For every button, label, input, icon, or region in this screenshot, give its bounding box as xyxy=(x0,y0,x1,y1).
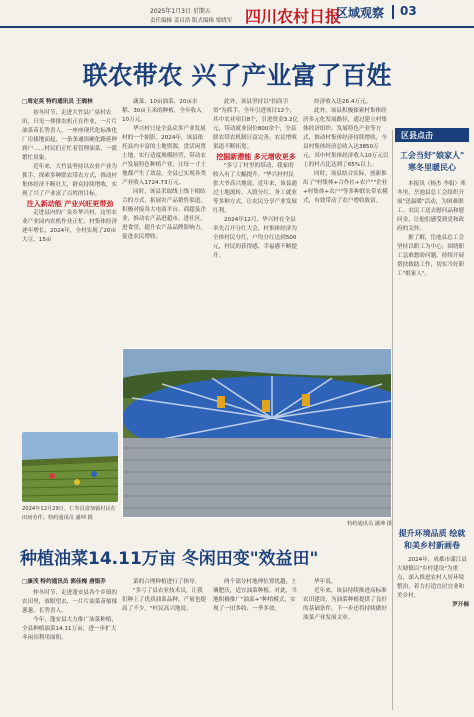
paragraph: 华兴村只是全县众多产业发展村的一个缩影。2024年，该县依托县内丰富的土地资源，盘活闲置土地，实行适度规模经营，带动农户发展特色种植产业，让每一寸土地都产生了效益，全县已实现各类产业收入1724.73万元。 xyxy=(122,126,206,186)
paragraph: 本报讯（杨杰 李娟）寒冬里，岳池县总工会组织开展"送温暖"活动，为困难职工、农民工送去慰问品和慰问金，让他们感受到党和政府的关怀。 xyxy=(397,181,466,232)
paragraph: 2024年，成都市蒲江县大塘镇以"乡村建设"为重点，深入推进农村人居环境整治，着力打造宜居宜业和美乡村。 xyxy=(397,557,467,599)
section-name: 区域观察 xyxy=(336,6,385,20)
sidebar-story2-title: 提升环境品质 绘就和美乡村新画卷 xyxy=(398,529,466,550)
paragraph: 初冬时节，走进大竹县广泉村农田，只见一排排农机正在作业，一片片油菜苗长势喜人，一座座现代化标准化厂房拔地而起，一条条通组硬化路延伸到户……村民们正忙着管理油菜，一派繁忙景象。 xyxy=(22,110,118,161)
sidebar-tag xyxy=(395,128,469,142)
issue-date: 2025年1月3日 星期五 xyxy=(150,8,211,15)
silo-photo-image xyxy=(122,348,392,518)
subhead-2: 挖掘新潜能 多元增收更多 xyxy=(216,153,296,161)
paragraph: "多亏了县农业技术员，让我们种上了优质油菜品种，产量也提高了不少。"村民高兴地说。 xyxy=(122,588,206,612)
paragraph: 此外，该县积极探索村集体经济多元化发展路径，通过建立村集体经济组织、发展特色产业等方式，推动村集体经济持续增收，全县村集体经济总收入达3850万元，其中村集体经济收入10万元以上的村占比达到了65%以上。 xyxy=(303,108,389,168)
masthead xyxy=(0,0,474,40)
paragraph: 走进县内的广泉乡华兴村，这里农业产业园内农机作业正忙。村集体经济逐年增长，2024年，全村实现了20亩大豆、15亩 xyxy=(22,210,118,243)
main-col-3 xyxy=(213,98,299,344)
photo-caption-small: 2024年12月29日，仁寿县富加镇村民在田间劳作。特约通讯员 潘坤 摄 xyxy=(22,506,116,521)
paragraph: 近年来，大竹县坚持以农业产业为抓手，探索多种联农带农方式，推动村集体经济不断壮大，群众持续增收，实现了兴了产业富了百姓的目标。 xyxy=(22,164,118,197)
paragraph: 近年来，该县持续推进高标准农田建设，为油菜种植提供了良好的基础条件，下一步还将持续做好油菜产业发展文章。 xyxy=(303,588,387,621)
paragraph: 华年说。 xyxy=(314,579,337,585)
photo-caption-big: 特约通讯员 潘坤 摄 xyxy=(347,521,392,527)
header-rule xyxy=(0,26,474,28)
paragraph: 2024年12月，华兴村在全县率先召开分红大会，村集体经济为全体村民分红，户均分红达到500元，村民的获得感、幸福感不断提升。 xyxy=(213,217,297,259)
sidebar-story1-title: 工会当好"娘家人" 寒冬里暖民心 xyxy=(399,151,465,172)
column-separator xyxy=(392,130,393,710)
bottom-col2-paras xyxy=(122,578,208,614)
main-headline: 联农带农 兴了产业富了百姓 xyxy=(82,61,392,90)
sidebar-story1-body xyxy=(397,180,469,520)
sidebar-story2-author: 罗开楠 xyxy=(452,602,469,608)
sidebar-story1-paras xyxy=(397,180,469,279)
sidebar-story2-body xyxy=(397,556,469,706)
paragraph: 两个部分村地理位置优越，土壤肥沃，适宜油菜种植。对此，当地积极推广"油菜+"种植模式，实现了一田多收、一季多效。 xyxy=(213,579,297,612)
bottom-headline: 种植油菜14.11万亩 冬闲田变"效益田" xyxy=(20,549,319,569)
bottom-col-2 xyxy=(122,578,208,712)
bottom-col-3 xyxy=(213,578,299,712)
sidebar-tag-label: 区县点击 xyxy=(401,131,433,140)
bottom-col3-paras xyxy=(213,578,299,614)
main-col1-paras xyxy=(22,109,118,199)
main-col2-paras xyxy=(122,98,208,242)
main-col-2 xyxy=(122,98,208,344)
paragraph: 经济收入达26.4万元。 xyxy=(314,99,372,105)
bottom-col1-paras xyxy=(22,589,118,643)
bottom-byline: □康茂 特约通讯员 郭佳梅 唐银乔 xyxy=(22,579,106,585)
page-number: 03 xyxy=(400,4,417,18)
bottom-col4-paras xyxy=(303,578,389,623)
main-byline: □周定英 特约通讯员 王晓林 xyxy=(22,99,93,105)
subhead-1: 注入新动能 产业兴旺更带劲 xyxy=(26,200,114,208)
field-photo-small xyxy=(22,432,118,502)
paragraph: 同时，该县采取线上线下相结合的方式，拓展农产品销售渠道，积极对接各大电商平台、商超及企业，推动农产品进超市、进社区、进食堂，提升农产品品牌影响力，促进农民增收。 xyxy=(122,189,206,240)
silo-photo xyxy=(122,348,392,518)
main-col1-paras-b xyxy=(22,209,118,245)
main-col3-paras xyxy=(213,98,299,152)
paragraph: 据了解，岳池县总工会坚持以职工为中心，围绕职工急难愁盼问题，持续开展帮扶救助工作，切实当好职工"娘家人"。 xyxy=(397,235,465,277)
paragraph: 同时，该县结合实际，创新推出了"村集体+合作社+农户""企业+村集体+农户"等多种联农带农模式，有效带动了农户增收致富。 xyxy=(303,171,388,204)
paragraph: 今年，蓬安县大力推广油菜种植，全县种植油菜14.11万亩，进一步扩大冬闲田利用面积。 xyxy=(22,617,117,641)
page-divider xyxy=(392,5,394,19)
main-col-4 xyxy=(303,98,389,344)
paragraph: 蔬菜、10亩油菜、20亩水稻、30亩玉米的种植，全年收入10万元。 xyxy=(122,99,202,123)
main-col4-paras xyxy=(303,98,389,206)
newspaper-logo: 四川农村日报 xyxy=(245,7,342,26)
paragraph: 此外，该县坚持以"招商引资"为抓手，全年引进项目12个，其中农业项目8个，引进资金3.2亿元，带动就业岗位800余个，全县联农带农机制日益完善，农民增收渠道不断拓宽。 xyxy=(213,99,299,150)
main-col3-paras-b xyxy=(213,162,299,261)
paragraph: 菜的合理种植进行了指导。 xyxy=(133,579,201,585)
bottom-col-4 xyxy=(303,578,389,712)
editors-line: 责任编辑 姜昌浩 版式编辑 梁晓军 xyxy=(150,18,233,24)
main-col-1 xyxy=(22,98,118,428)
bottom-col-1 xyxy=(22,578,118,712)
field-photo-small-image xyxy=(22,432,118,502)
paragraph: 仲冬时节，走进蓬安县各个乡镇的农田里，放眼望去，一片片油菜苗郁郁葱葱，长势喜人。 xyxy=(22,590,118,614)
paragraph: "多亏了村里的带动，我家的收入有了大幅提升。"华兴村村民张大爷高兴地说。近年来，该县通过土地流转、入股分红、务工就业等多种方式，让农民分享产业发展红利。 xyxy=(213,163,297,214)
sidebar-story2-paras xyxy=(397,556,469,601)
